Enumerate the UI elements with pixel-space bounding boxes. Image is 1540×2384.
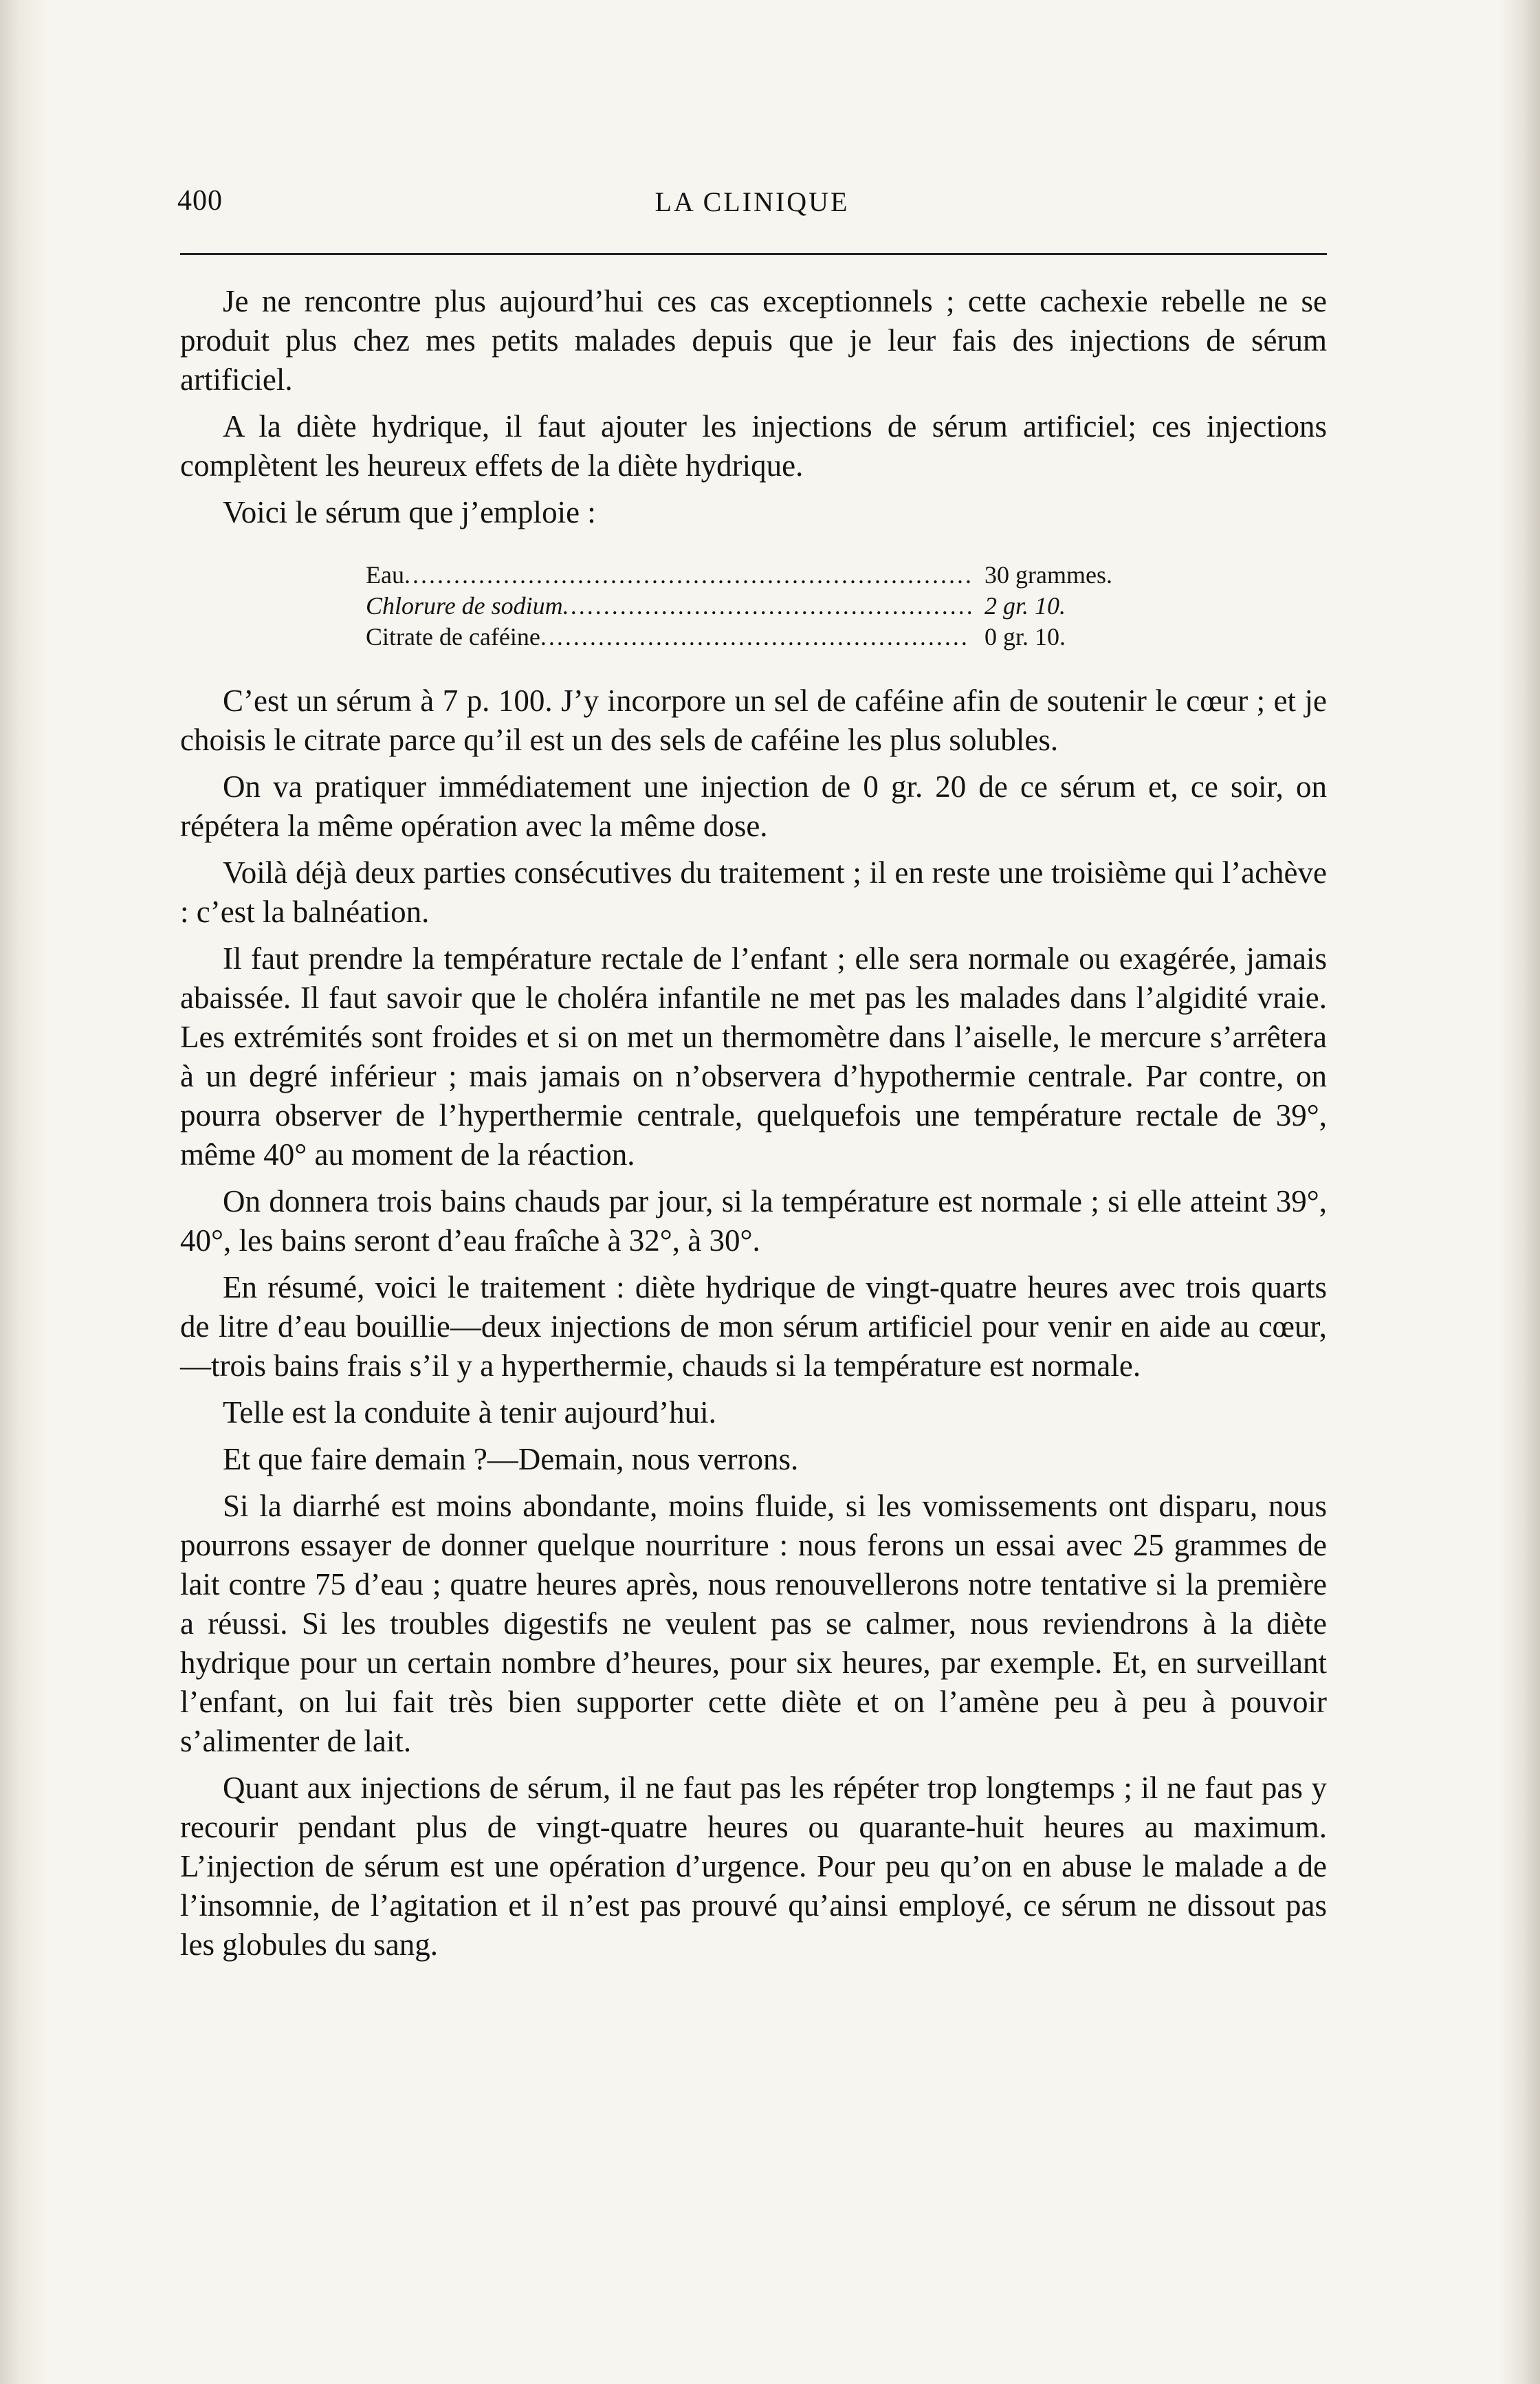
formula-row <box>366 622 1156 653</box>
page-number: 400 <box>177 185 223 217</box>
paragraph: Il faut prendre la température rectale de l’enfant ; elle sera normale ou exagérée, jamais abaissée. Il faut savoir que le choléra infantile ne met pas les malades dans l’algidité vraie. Les extrémités sont froides et si on met un thermomètre dans l’aiselle, le mercure s’arrêtera à un degré inférieur ; mais jamais on n’observera d’hypothermie centrale. Par contre, on pourra observer de l’hyperthermie centrale, quelquefois une température rectale de 39°, même 40° au moment de la réaction. <box>180 941 1327 1172</box>
paragraph: Telle est la conduite à tenir aujourd’hui. <box>223 1395 716 1430</box>
paragraph: En résumé, voici le traitement : diète hydrique de vingt-quatre heures avec trois quarts de litre d’eau bouillie—deux injections de mon sérum artificiel pour venir en aide au cœur,—trois bains frais s’il y a hyperthermie, chauds si la température est normale. <box>180 1270 1327 1383</box>
paragraph: A la diète hydrique, il faut ajouter les injections de sérum artificiel; ces injections complètent les heureux effets de la diète hydrique. <box>180 409 1327 483</box>
formula-row <box>366 591 1156 622</box>
body-text <box>180 282 1327 1972</box>
formula-row <box>366 560 1156 591</box>
header-rule <box>180 253 1327 255</box>
page-header <box>177 184 1327 232</box>
paragraph: On va pratiquer immédiatement une injection de 0 gr. 20 de ce sérum et, ce soir, on répétera la même opération avec la même dose. <box>180 769 1327 843</box>
paragraph: Et que faire demain ?—Demain, nous verrons. <box>223 1442 799 1476</box>
paragraph: Voici le sérum que j’emploie : <box>223 495 596 529</box>
paragraph: C’est un sérum à 7 p. 100. J’y incorpore un sel de caféine afin de soutenir le cœur ; et je choisis le citrate parce qu’il est un des sels de caféine les plus solubles. <box>180 684 1327 757</box>
formula-quantity: 2 gr. 10. <box>984 592 1066 620</box>
formula-ingredient: Chlorure de sodium ..... <box>366 591 971 622</box>
formula-quantity: 30 grammes. <box>984 561 1112 589</box>
formula-quantity: 0 gr. 10. <box>984 623 1066 650</box>
paragraph: Quant aux injections de sérum, il ne faut pas les répéter trop longtemps ; il ne faut pas y recourir pendant plus de vingt-quatre heures ou quarante-huit heures au maximum. L’injection de sérum est une opération d’urgence. Pour peu qu’on en abuse le malade a de l’insomnie, de l’agitation et il n’est pas prouvé qu’ainsi employé, ce sérum ne dissout pas les globules du sang. <box>180 1771 1327 1962</box>
paragraph: On donnera trois bains chauds par jour, si la température est normale ; si elle atteint 39°, 40°, les bains seront d’eau fraîche à 32°, à 30°. <box>180 1184 1327 1258</box>
serum-formula <box>366 560 1156 653</box>
paragraph: Je ne rencontre plus aujourd’hui ces cas exceptionnels ; cette cachexie rebelle ne se produit plus chez mes petits malades depuis que je leur fais des injections de sérum artificiel. <box>180 284 1327 397</box>
running-head: LA CLINIQUE <box>654 186 850 217</box>
paragraph: Voilà déjà deux parties consécutives du traitement ; il en reste une troisième qui l’achève : c’est la balnéation. <box>180 855 1327 929</box>
scan-edge-left <box>0 0 48 2384</box>
formula-ingredient: Citrate de caféine ..... <box>366 622 971 653</box>
paragraph: Si la diarrhé est moins abondante, moins fluide, si les vomissements ont disparu, nous pourrons essayer de donner quelque nourriture : nous ferons un essai avec 25 grammes de lait contre 75 d’eau ; quatre heures après, nous renouvellerons notre tentative si la première a réussi. Si les troubles digestifs ne veulent pas se calmer, nous reviendrons à la diète hydrique pour un certain nombre d’heures, pour six heures, par exemple. Et, en surveillant l’enfant, on lui fait très bien supporter cette diète et on l’amène peu à peu à pouvoir s’alimenter de lait. <box>180 1489 1327 1758</box>
scan-edge-right <box>1499 0 1540 2384</box>
formula-ingredient: Eau ..... <box>366 560 971 591</box>
